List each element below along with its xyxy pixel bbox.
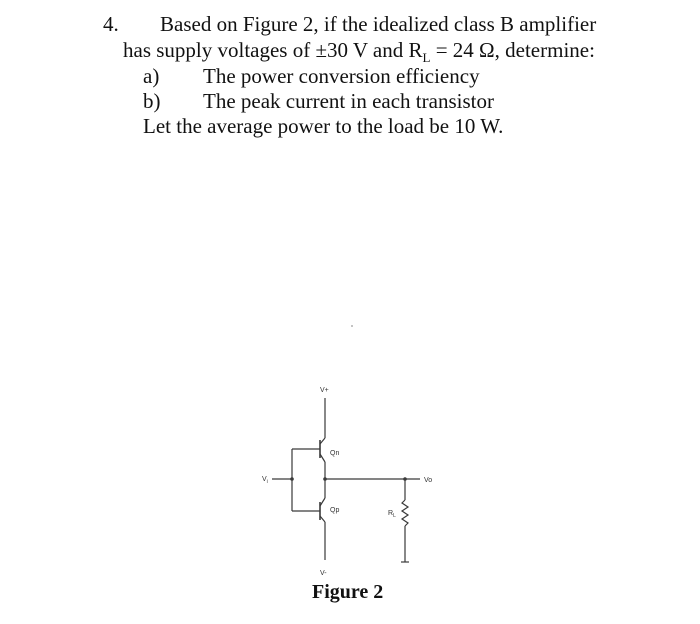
qn-label: Qn — [330, 450, 340, 457]
vi-label-sub: i — [266, 479, 268, 485]
vi-label-main: V — [262, 476, 267, 483]
question-number: 4. — [103, 12, 119, 36]
part-b-label: b) — [143, 89, 161, 113]
rl-label-main: R — [388, 510, 394, 517]
part-a-label: a) — [143, 64, 160, 88]
figure-caption: Figure 2 — [312, 581, 384, 603]
vplus-label: V+ — [320, 387, 329, 394]
vo-label: Vo — [424, 477, 433, 484]
question-note: Let the average power to the load be 10 W. — [143, 114, 504, 138]
load-junction — [403, 477, 407, 481]
question-line-2-end: = 24 Ω, determine: — [430, 38, 595, 62]
question-line-1: Based on Figure 2, if the idealized class B amplifier — [160, 12, 597, 36]
rl-subscript: L — [422, 50, 431, 65]
part-a-text: The power conversion efficiency — [203, 64, 480, 88]
vminus-label: V- — [320, 570, 327, 577]
schematic-nodes — [290, 325, 407, 481]
rl-label-sub: L — [393, 513, 396, 519]
stray-dot — [351, 325, 353, 327]
question-line-2-start: has supply voltages of ±30 V and R — [123, 38, 423, 62]
part-b-text: The peak current in each transistor — [203, 89, 494, 113]
vi-label — [262, 476, 268, 485]
output-junction — [323, 477, 327, 481]
qp-label: Qp — [330, 507, 340, 514]
schematic-wires — [272, 398, 420, 562]
rl-label — [388, 510, 396, 519]
input-junction — [290, 477, 294, 481]
rl-zigzag — [402, 500, 408, 526]
